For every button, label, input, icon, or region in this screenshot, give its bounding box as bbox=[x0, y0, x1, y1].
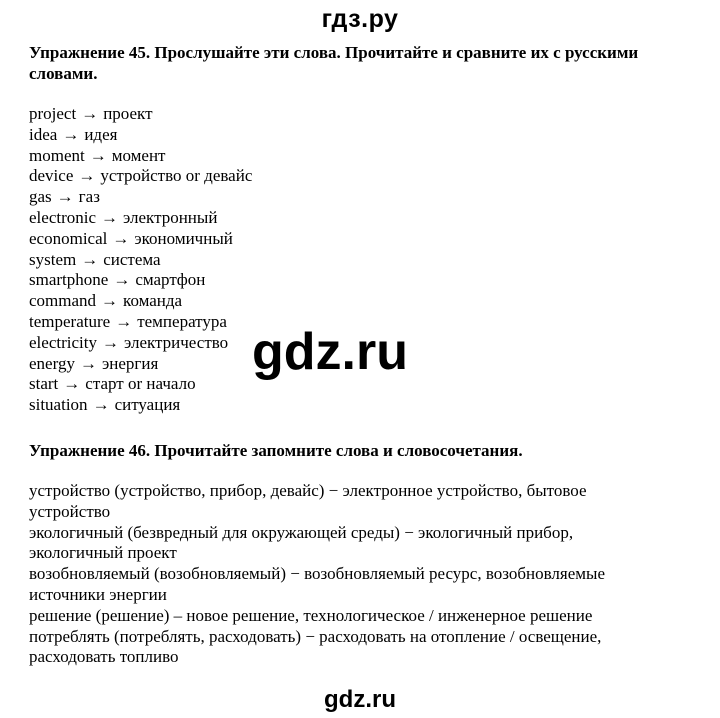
arrow-icon: → bbox=[62, 124, 80, 144]
word-pair bbox=[29, 374, 252, 395]
russian-word: момент bbox=[111, 145, 166, 165]
word-pair bbox=[29, 146, 252, 167]
arrow-icon: → bbox=[89, 145, 107, 165]
english-word: moment bbox=[29, 145, 85, 165]
vocabulary-entry: решение (решение) – новое решение, технологическое / инженерное решение bbox=[29, 605, 593, 625]
arrow-icon: → bbox=[63, 374, 81, 394]
exercise-45-title: Упражнение 45. Прослушайте эти слова. Прочитайте и сравните их с русскими словами. bbox=[29, 43, 639, 83]
watermark: gdz.ru bbox=[252, 323, 408, 381]
word-pair bbox=[29, 166, 252, 187]
english-word: gas bbox=[29, 187, 52, 207]
word-pair bbox=[29, 312, 252, 333]
vocabulary-list bbox=[29, 481, 669, 668]
arrow-icon: → bbox=[101, 291, 119, 311]
english-word: electricity bbox=[29, 332, 97, 352]
russian-word: ситуация bbox=[114, 395, 181, 415]
english-word: energy bbox=[29, 353, 75, 373]
russian-word: система bbox=[103, 249, 161, 269]
english-word: electronic bbox=[29, 207, 97, 227]
arrow-icon: → bbox=[79, 353, 97, 373]
russian-word: энергия bbox=[101, 353, 159, 373]
word-pair bbox=[29, 187, 252, 208]
word-pair bbox=[29, 104, 252, 125]
word-pair bbox=[29, 125, 252, 146]
vocabulary-entry: устройство (устройство, прибор, девайс) − электронное устройство, бытовое устройство bbox=[29, 481, 587, 521]
english-word: project bbox=[29, 104, 77, 123]
vocabulary-entry: возобновляемый (возобновляемый) − возобновляемый ресурс, возобновляемые источники энергии bbox=[29, 564, 605, 604]
site-header: гдз.ру bbox=[321, 5, 399, 33]
word-pair bbox=[29, 395, 252, 416]
word-pair bbox=[29, 270, 252, 291]
word-pair bbox=[29, 333, 252, 354]
russian-word: команда bbox=[123, 291, 183, 311]
english-word: system bbox=[29, 249, 77, 269]
english-word: economical bbox=[29, 228, 108, 248]
arrow-icon: → bbox=[92, 395, 110, 415]
arrow-icon: → bbox=[56, 187, 74, 207]
english-word: smartphone bbox=[29, 270, 109, 290]
word-pair bbox=[29, 354, 252, 375]
russian-word: устройство or девайс bbox=[100, 166, 253, 186]
arrow-icon: → bbox=[101, 207, 119, 227]
russian-word: газ bbox=[78, 187, 100, 207]
english-word: command bbox=[29, 291, 97, 311]
site-footer: gdz.ru bbox=[324, 686, 396, 713]
russian-word: температура bbox=[137, 311, 227, 331]
english-word: idea bbox=[29, 124, 58, 144]
russian-word: экономичный bbox=[134, 228, 233, 248]
word-pair bbox=[29, 229, 252, 250]
vocabulary-entry: потреблять (потреблять, расходовать) − расходовать на отопление / освещение, расходовать топливо bbox=[29, 626, 602, 667]
arrow-icon: → bbox=[81, 104, 99, 123]
word-pair bbox=[29, 291, 252, 312]
russian-word: смартфон bbox=[135, 270, 206, 290]
word-pair bbox=[29, 208, 252, 229]
arrow-icon: → bbox=[112, 228, 130, 248]
exercise-46-title: Упражнение 46. Прочитайте запомните слова и словосочетания. bbox=[29, 441, 523, 460]
russian-word: идея bbox=[84, 124, 118, 144]
english-word: temperature bbox=[29, 311, 111, 331]
word-pair bbox=[29, 250, 252, 271]
russian-word: электронный bbox=[123, 207, 218, 227]
russian-word: старт or начало bbox=[85, 374, 196, 394]
russian-word: проект bbox=[103, 104, 153, 123]
russian-word: электричество bbox=[123, 332, 229, 352]
english-word: start bbox=[29, 374, 59, 394]
english-word: device bbox=[29, 166, 74, 186]
arrow-icon: → bbox=[115, 311, 133, 331]
arrow-icon: → bbox=[101, 332, 119, 352]
english-word: situation bbox=[29, 395, 88, 415]
word-pair-list bbox=[29, 104, 252, 416]
arrow-icon: → bbox=[113, 270, 131, 290]
vocabulary-entry: экологичный (безвредный для окружающей среды) − экологичный прибор, экологичный проект bbox=[29, 522, 574, 563]
arrow-icon: → bbox=[81, 249, 99, 269]
arrow-icon: → bbox=[78, 166, 96, 186]
